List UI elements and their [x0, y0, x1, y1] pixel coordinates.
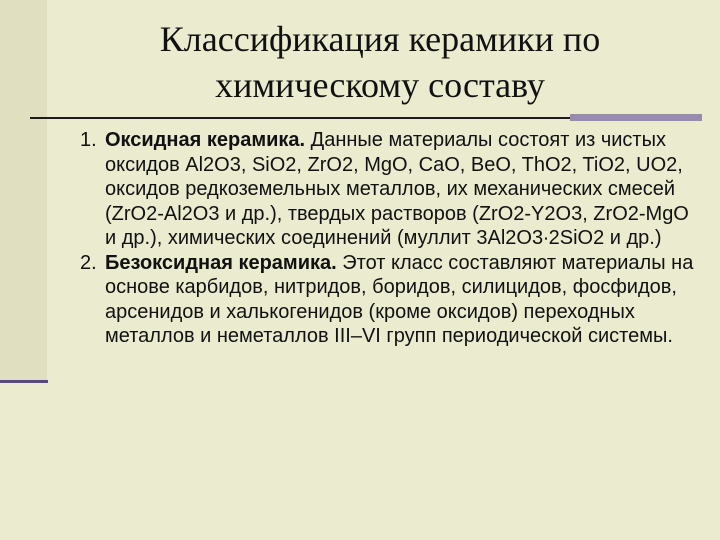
left-decor-bar	[0, 0, 47, 382]
list-heading: Оксидная керамика.	[105, 129, 306, 151]
slide-title	[60, 16, 700, 108]
slide-title-line-1: Классификация керамики по	[159, 19, 601, 59]
list-text: Этот класс составляют материалы на основе карбидов, нитридов, боридов, силицидов, фосфидов, арсенидов и халькогенидов (кроме оксидов) переходных металлов и неметаллов III–VI групп периодической системы.	[105, 251, 694, 347]
slide-title-line-2: химическому составу	[215, 65, 545, 105]
list-heading: Безоксидная керамика.	[105, 251, 337, 274]
title-accent-bar	[570, 114, 702, 121]
left-decor-bar-end	[0, 380, 48, 383]
list-item-nonoxide	[80, 251, 700, 349]
list-item-oxide	[80, 128, 700, 251]
list-text: Данные материалы состоят из чистых оксидов Al2O3, SiO2, ZrO2, MgO, CaO, BeO, ThO2, TiO2, UO2, оксидов редкоземельных металлов, их механических смесей (ZrO2-Al2O3 и др.), твердых растворов (ZrO2-Y2O3, ZrO2-MgO и др.), химических соединений (муллит 3Al2O3∙2SiO2 и др.)	[105, 129, 689, 249]
slide-body	[80, 128, 700, 349]
list-number: 1.	[80, 129, 97, 151]
list-number: 2.	[80, 251, 97, 274]
